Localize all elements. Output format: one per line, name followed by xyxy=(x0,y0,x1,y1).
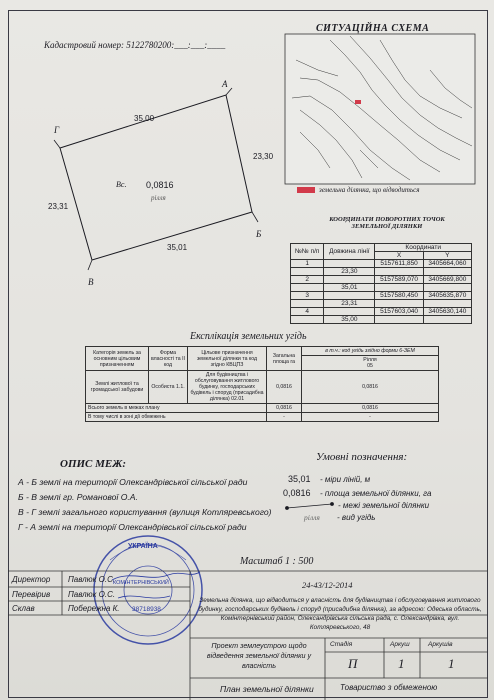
company-name: Товариство з обмеженою xyxy=(340,683,438,692)
vertex-v: В xyxy=(88,277,94,287)
cadastral-number: Кадастровий номер: 5122780200:___:___:____ xyxy=(44,40,226,50)
boundary-line: В - Г землі загального користування (вулиця Котляревського) xyxy=(18,507,272,517)
stage-header: Стадія xyxy=(330,641,353,648)
sheets-value: 1 xyxy=(448,656,455,671)
coordinates-title: КООРДИНАТИ ПОВОРОТНИХ ТОЧОК ЗЕМЕЛЬНОЇ ДІЛЯНКИ xyxy=(329,216,445,230)
col-x: X xyxy=(375,252,423,260)
sheets-header: Аркушів xyxy=(428,641,453,648)
coord-row: 23,30 xyxy=(291,268,472,276)
stamp-code: 38718938 xyxy=(132,606,161,613)
coord-row: 35,00 xyxy=(291,316,472,324)
coordinates-table xyxy=(290,243,472,324)
land-use-label: рілля xyxy=(151,194,166,202)
stamp-outer-text: УКРАЇНА xyxy=(128,543,158,550)
col-no: №№ п/п xyxy=(291,244,324,260)
area-label: Вс. xyxy=(116,180,127,189)
boundaries-title: ОПИС МЕЖ: xyxy=(60,458,127,470)
situation-scheme-title: СИТУАЦІЙНА СХЕМА xyxy=(316,23,430,34)
explication-table: Категорія земель за основним цільовим призначенням Форма власності та ІІ код Цільове призначення земельної ділянки та код згідно КВЦПЗ Загальна площа га в т.ч.: код угідь згідно форми 6-ЗЕМ Рілля 05 Землі житлової та громадської забудови Особиста 1.1. Для будівництва і обслуговування житлового будинку, господарських будівель і споруд (присадибна ділянка) 02.01 0,0816 0,0816 Всього земель в межах плану 0,0816 0,0816 В тому числі в зоні дії обмежень - - xyxy=(85,346,439,422)
side-right-length: 23,30 xyxy=(253,152,274,161)
legend-measure-text: - міри ліній, м xyxy=(320,475,371,484)
sheet-value: 1 xyxy=(398,656,405,671)
scale: Масштаб 1 : 500 xyxy=(240,556,314,567)
coord-row: 3 5157580,450 3405635,870 xyxy=(291,292,472,300)
col-length: Довжина лінії xyxy=(324,244,375,260)
situation-legend: земельна ділянка, що відводиться xyxy=(319,186,420,194)
situation-plot-marker xyxy=(355,100,361,104)
legend-landuse-value: рілля xyxy=(304,513,320,522)
plot-boundary xyxy=(60,95,252,260)
coord-row: 2 5157589,070 3405669,800 xyxy=(291,276,472,284)
plan-title: План земельної ділянки xyxy=(220,684,314,694)
legend-measure-value: 35,01 xyxy=(288,474,311,484)
project-title: Проект землеустрою щодо відведення земельної ділянки у власність xyxy=(206,641,312,670)
sheet-header: Аркуш xyxy=(390,641,410,648)
legend-red-swatch xyxy=(297,187,315,193)
signature-role: Директор xyxy=(12,575,51,584)
coord-row: 1 5157611,850 3405664,060 xyxy=(291,260,472,268)
side-bottom-length: 35,01 xyxy=(167,243,188,252)
signature-name: Павлюк О.С. xyxy=(68,590,116,599)
boundary-line: Б - В землі гр. Романової О.А. xyxy=(18,492,138,502)
plot-description: Земельна ділянка, що відводиться у власність для будівництва і обслуговування житлового будинку, господарських будівель і споруд (присадибна ділянка), за адресою: Одеська область, Комінтернівський район, Олександрівська сільська рада, с. Олександрівка, вул. Котляревського, 48 xyxy=(198,597,482,631)
plot-vertex-ticks xyxy=(54,88,258,270)
stage-value: П xyxy=(348,656,358,671)
vertex-a: А xyxy=(222,79,228,89)
boundary-line: Г - А землі на території Олександрівської сільської ради xyxy=(18,522,247,532)
coord-row: 23,31 xyxy=(291,300,472,308)
document-number: 24-43/12-2014 xyxy=(302,580,353,590)
legend-boundary-symbol xyxy=(286,503,334,510)
legend-title: Умовні позначення: xyxy=(316,451,408,463)
signature-role: Перевірив xyxy=(12,590,51,599)
boundary-line: А - Б землі на території Олександрівської сільської ради xyxy=(18,477,248,487)
signature-name: Павлюк О.С. xyxy=(68,575,116,584)
legend-area-value: 0,0816 xyxy=(283,488,311,498)
legend-boundary-text: - межі земельної ділянки xyxy=(338,501,430,510)
col-coordinates: Координати xyxy=(375,244,472,252)
signature-name: Побережна К. xyxy=(68,604,120,613)
situation-map-frame xyxy=(285,34,475,184)
legend-landuse-text: - вид угідь xyxy=(337,513,376,522)
legend-area-text: - площа земельної ділянки, га xyxy=(320,489,432,498)
vertex-g: Г xyxy=(54,125,60,135)
col-y: Y xyxy=(423,252,471,260)
explication-title: Експлікація земельних угідь xyxy=(190,331,307,342)
coord-row: 35,01 xyxy=(291,284,472,292)
coord-row: 4 5157603,040 3405630,140 xyxy=(291,308,472,316)
vertex-b: Б xyxy=(256,229,262,239)
side-left-length: 23,31 xyxy=(48,202,69,211)
signature-role: Склав xyxy=(12,604,35,613)
stamp-middle-text: КОМІНТЕРНІВСЬКИЙ xyxy=(113,580,169,586)
side-top-length: 35,00 xyxy=(134,114,155,123)
area-value: 0,0816 xyxy=(146,180,174,190)
